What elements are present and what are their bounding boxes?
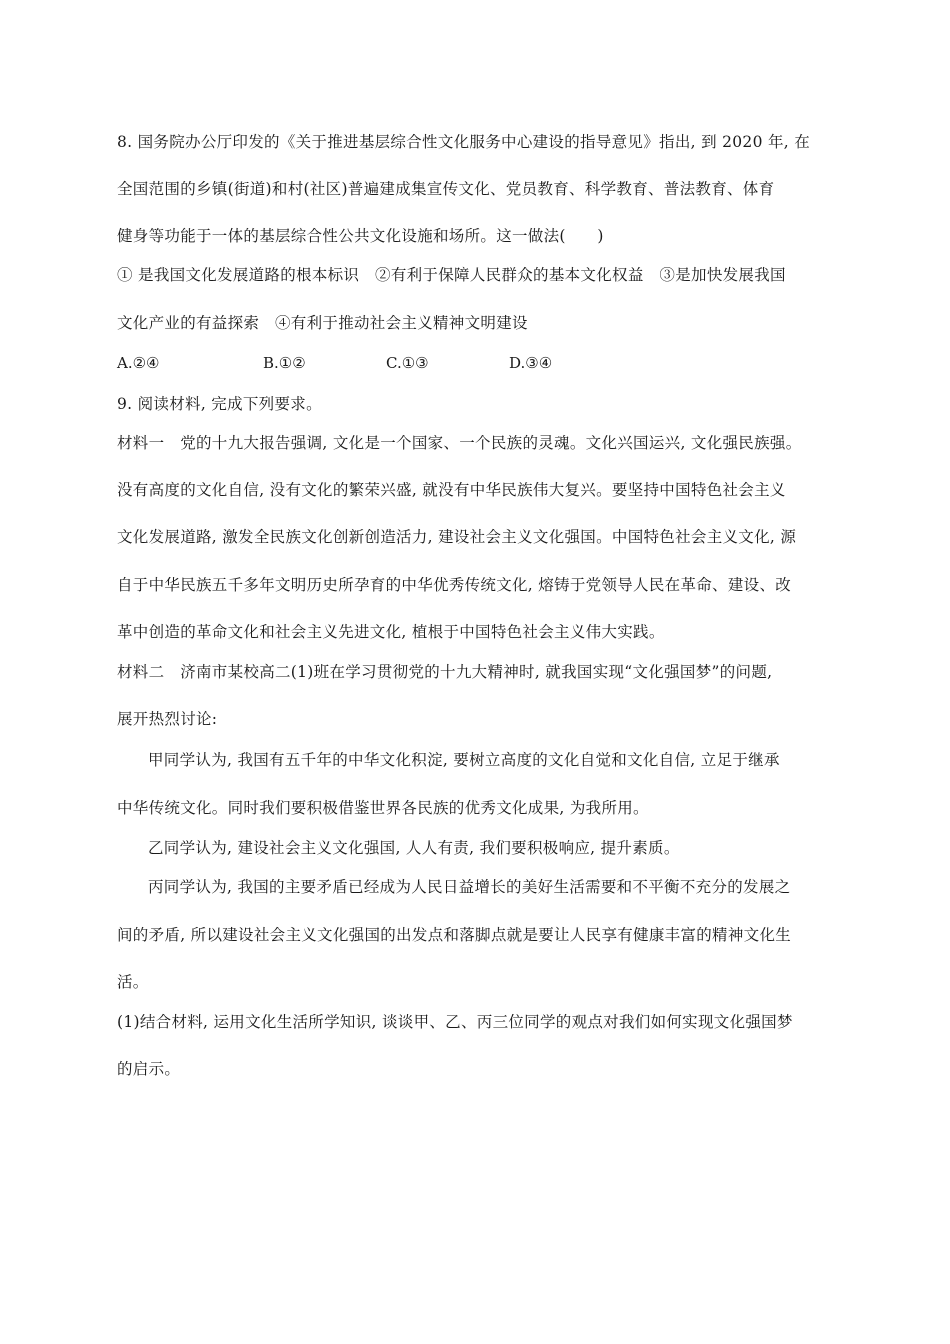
material1-line-5: 革中创造的革命文化和社会主义先进文化, 植根于中国特色社会主义伟大实践。 [117, 623, 665, 641]
q8-option-b: B.①② [263, 354, 306, 372]
q8-line-4: ① 是我国文化发展道路的根本标识 ②有利于保障人民群众的基本文化权益 ③是加快发展我国 [117, 266, 786, 284]
sub-question-1-line-2: 的启示。 [117, 1060, 181, 1078]
material2-line-2: 展开热烈讨论: [117, 710, 218, 728]
q8-line-1: 8. 国务院办公厅印发的《关于推进基层综合性文化服务中心建设的指导意见》指出, 到 2020 年, 在 [117, 133, 811, 151]
q8-option-c: C.①③ [386, 354, 429, 372]
sub-question-1-line-1: (1)结合材料, 运用文化生活所学知识, 谈谈甲、乙、丙三位同学的观点对我们如何实现文化强国梦 [117, 1013, 793, 1031]
q8-option-d: D.③④ [509, 354, 553, 372]
q9-intro: 9. 阅读材料, 完成下列要求。 [117, 395, 322, 413]
q8-line-5: 文化产业的有益探索 ④有利于推动社会主义精神文明建设 [117, 314, 528, 332]
material1-line-4: 自于中华民族五千多年文明历史所孕育的中华优秀传统文化, 熔铸于党领导人民在革命、建设、改 [117, 576, 792, 594]
material1-line-2: 没有高度的文化自信, 没有文化的繁荣兴盛, 就没有中华民族伟大复兴。要坚持中国特色社会主义 [117, 481, 786, 499]
q8-line-2: 全国范围的乡镇(街道)和村(社区)普遍建成集宣传文化、党员教育、科学教育、普法教育、体育 [117, 180, 775, 198]
jia-line-1: 甲同学认为, 我国有五千年的中华文化积淀, 要树立高度的文化自觉和文化自信, 立足于继承 [148, 751, 780, 769]
material1-line-3: 文化发展道路, 激发全民族文化创新创造活力, 建设社会主义文化强国。中国特色社会主义文化, 源 [117, 528, 797, 546]
bing-line-2: 间的矛盾, 所以建设社会主义文化强国的出发点和落脚点就是要让人民享有健康丰富的精神文化生 [117, 926, 792, 944]
material1-line-1: 材料一 党的十九大报告强调, 文化是一个国家、一个民族的灵魂。文化兴国运兴, 文化强民族强。 [117, 434, 802, 452]
yi-line-1: 乙同学认为, 建设社会主义文化强国, 人人有责, 我们要积极响应, 提升素质。 [148, 839, 680, 857]
material2-line-1: 材料二 济南市某校高二(1)班在学习贯彻党的十九大精神时, 就我国实现“文化强国梦”的问题, [117, 663, 773, 681]
bing-line-1: 丙同学认为, 我国的主要矛盾已经成为人民日益增长的美好生活需要和不平衡不充分的发展之 [148, 878, 791, 896]
q8-line-3: 健身等功能于一体的基层综合性公共文化设施和场所。这一做法( ) [117, 227, 604, 245]
jia-line-2: 中华传统文化。同时我们要积极借鉴世界各民族的优秀文化成果, 为我所用。 [117, 799, 649, 817]
bing-line-3: 活。 [117, 973, 149, 991]
q8-option-a: A.②④ [117, 354, 160, 372]
